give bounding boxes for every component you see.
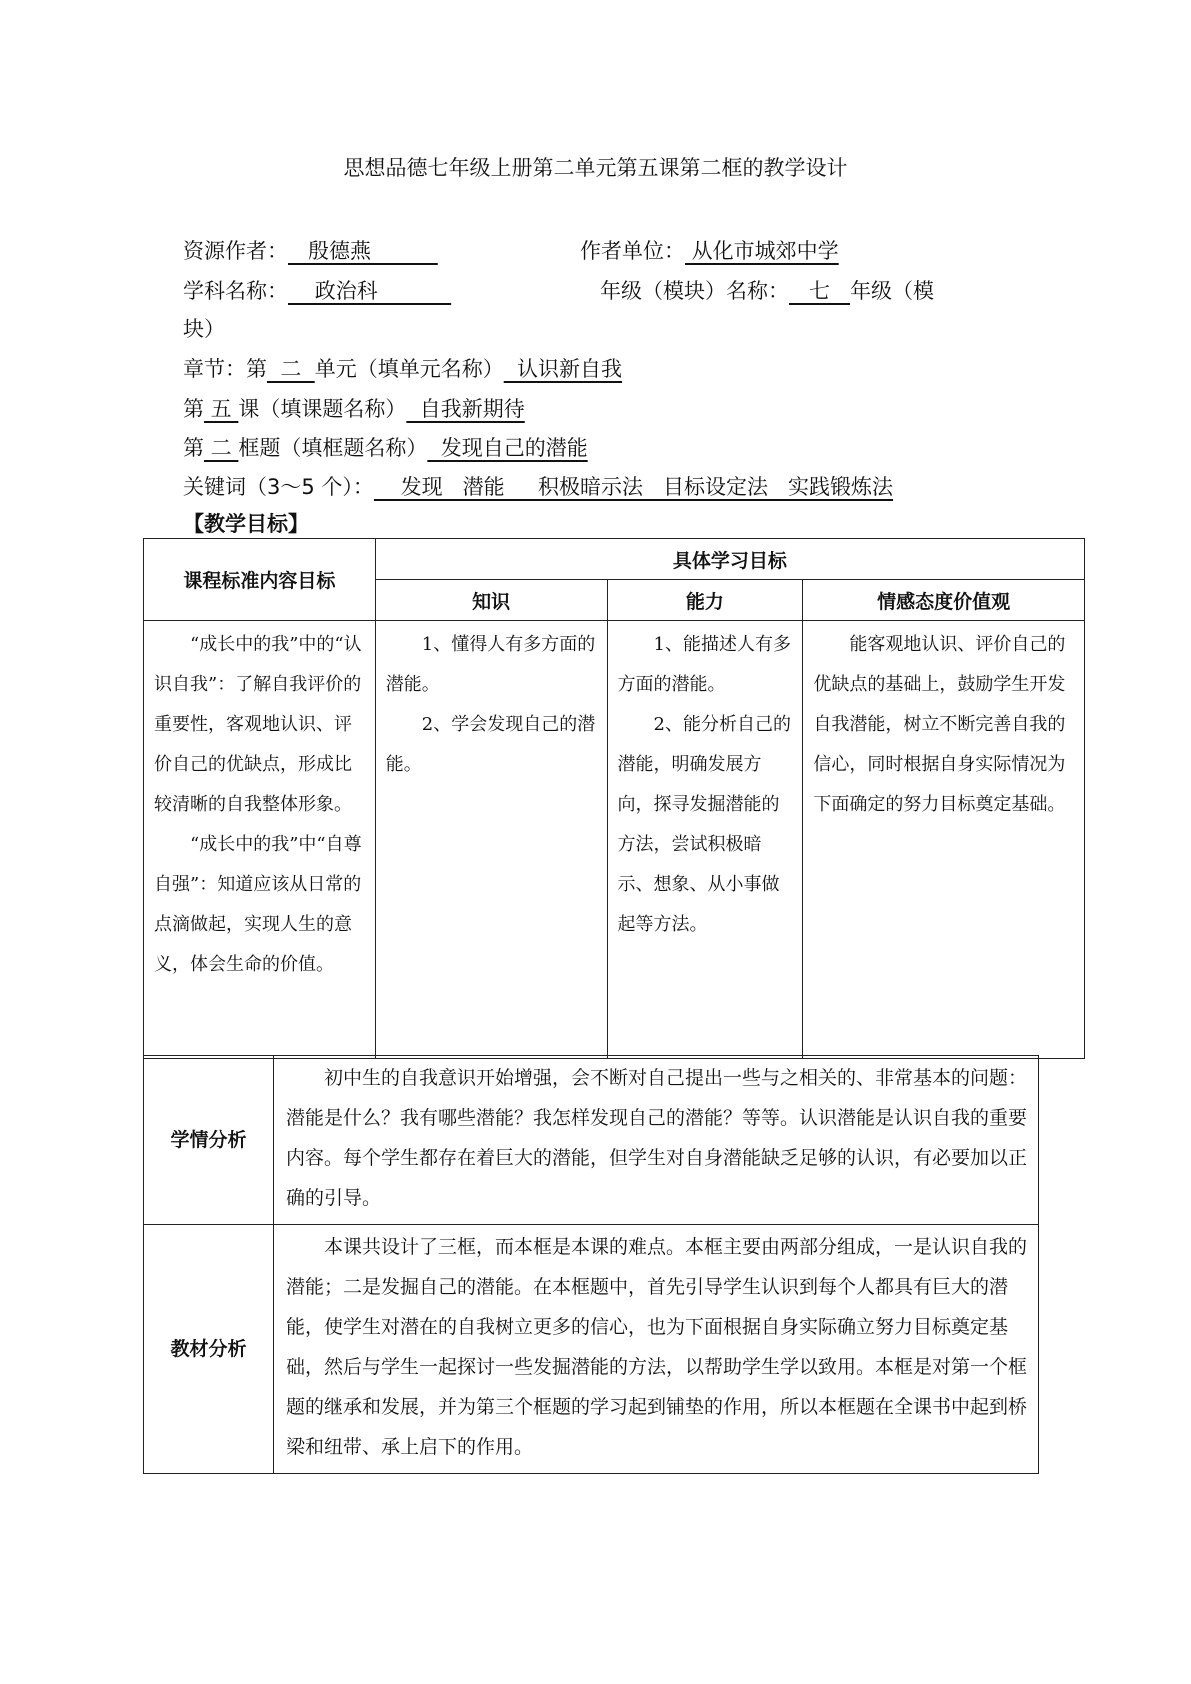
lesson-name: 自我新期待 [406,397,525,421]
header-knowledge: 知识 [375,580,607,621]
page-title: 思想品德七年级上册第二单元第五课第二框的教学设计 [343,156,848,180]
ability-paragraph: 1、能描述人有多方面的潜能。 [617,634,791,695]
student-analysis-text: 初中生的自我意识开始增强，会不断对自己提出一些与之相关的、非常基本的问题：潜能是什么？我有哪些潜能？我怎样发现自己的潜能？等等。认识潜能是认识自我的重要内容。每个学生都存在着巨大的潜能，但学生对自身潜能缺乏足够的认识，有必要加以正确的引导。 [274,1056,1039,1225]
keywords-value: 发现 潜能 积极暗示法 目标设定法 实践锻炼法 [373,475,894,499]
lesson-prefix: 第 [183,397,204,421]
chapter-prefix: 章节：第 [183,357,267,381]
lesson-line [183,393,525,423]
grade-suffix-wrap: 块） [183,317,225,341]
subject-value: 政治科 [288,279,452,303]
ability-cell [607,621,803,1059]
keywords-label: 关键词（3～5 个）： [183,475,374,499]
frame-number: 二 [204,436,239,460]
subject-label: 学科名称： [183,279,288,303]
material-analysis-label: 教材分析 [144,1225,274,1474]
header-ability: 能力 [607,580,803,621]
frame-prefix: 第 [183,436,204,460]
knowledge-cell [375,621,607,1059]
section-heading: 【教学目标】 [183,512,309,536]
student-analysis-label: 学情分析 [144,1056,274,1225]
standard-paragraph: “成长中的我”中“自尊自强”：知道应该从日常的点滴做起，实现人生的意义，体会生命的价值。 [154,834,362,975]
unit-label: 作者单位： [580,239,685,263]
unit-value: 从化市城郊中学 [685,239,839,263]
knowledge-paragraph: 2、学会发现自己的潜能。 [385,714,596,775]
unit-line [580,235,839,265]
emotion-cell [803,621,1085,1059]
author-value: 殷德燕 [288,239,438,263]
header-standard: 课程标准内容目标 [144,539,376,621]
material-analysis-text: 本课共设计了三框，而本框是本课的难点。本框主要由两部分组成，一是认识自我的潜能；二是发掘自己的潜能。在本框题中，首先引导学生认识到每个人都具有巨大的潜能，使学生对潜在的自我树立更多的信心，也为下面根据自身实际确立努力目标奠定基础，然后与学生一起探讨一些发掘潜能的方法，以帮助学生学以致用。本框是对第一个框题的继承和发展，并为第三个框题的学习起到铺垫的作用，所以本框题在全课书中起到桥梁和纽带、承上启下的作用。 [274,1225,1039,1474]
author-label: 资源作者： [183,239,288,263]
frame-name: 发现自己的潜能 [427,436,588,460]
ability-paragraph: 2、能分析自己的潜能，明确发展方向，探寻发掘潜能的方法，尝试积极暗示、想象、从小事做起等方法。 [617,714,791,935]
emotion-paragraph: 能客观地认识、评价自己的优缺点的基础上，鼓励学生开发自我潜能，树立不断完善自我的信心，同时根据自身实际情况为下面确定的努力目标奠定基础。 [813,634,1066,815]
grade-line [600,275,934,305]
subject-line [183,275,451,305]
chapter-line [183,353,622,383]
chapter-name: 认识新自我 [503,357,623,381]
chapter-number: 二 [267,357,315,381]
lesson-mid: 课（填课题名称） [238,397,407,421]
grade-suffix: 年级（模 [850,279,935,303]
author-line [183,235,438,265]
knowledge-paragraph: 1、懂得人有多方面的潜能。 [385,634,596,695]
teaching-goals-table [143,538,1085,1059]
lesson-number: 五 [204,397,239,421]
frame-line [183,432,588,462]
frame-mid: 框题（填框题名称） [238,436,428,460]
standard-cell [144,621,376,1059]
header-emotion: 情感态度价值观 [803,580,1085,621]
header-specific: 具体学习目标 [375,539,1084,580]
analysis-table [143,1055,1039,1474]
keywords-line [183,471,893,501]
grade-label: 年级（模块）名称： [600,279,789,303]
grade-value: 七 [789,279,851,303]
chapter-mid: 单元（填单元名称） [314,357,504,381]
standard-paragraph: “成长中的我”中的“认识自我”：了解自我评价的重要性，客观地认识、评价自己的优缺点，形成比较清晰的自我整体形象。 [154,634,362,815]
